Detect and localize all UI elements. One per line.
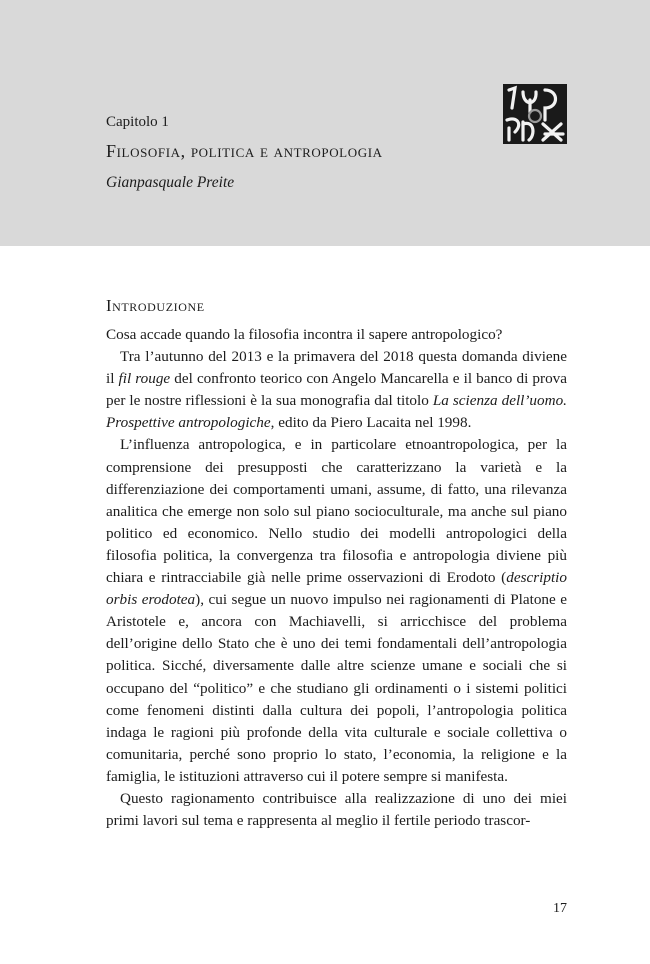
chapter-label: Capitolo 1 — [106, 114, 169, 130]
paragraph-3-text: L’influenza antropologica, e in particolare etnoantropologica, per la comprensione dei presupposti che caratterizzano la varietà e la differenziazione dei comportamenti umani, assume, di fatto, una rilevanza analitica che emerge non solo sul piano socioculturale, ma anche sul piano politico ed economico. Nello studio dei modelli antropologici della filosofia politica, la convergenza tra filosofia e antropologia diviene più chiara e rintracciabile già nelle prime osservazioni di Erodoto ( — [106, 436, 567, 587]
paragraph-2-italic-title: La scienza dell’uomo. Prospettive antropologiche — [106, 392, 567, 432]
paragraph-3-text: ), cui segue un nuovo impulso nei ragionamenti di Platone e Aristotele e, ancora con Machiavelli, si arricchisce del problema dell’origine dello Stato che è uno dei temi fondamentali dell’antropologia politica. Sicché, diversamente dalle altre scienze umane e sociali che si occupano del “politico” e che studiano gli ordinamenti o i sistemi politici come fenomeni distinti dalla cultura dei popoli, l’antropologia politica indaga le ragioni più profonde della vita culturale e sociale collettiva o comunitaria, perché sono proprio lo stato, l’economia, la religione e la famiglia, le istituzioni attraverso cui il potere sempre si manifesta. — [106, 591, 567, 785]
publisher-logo-icon — [503, 84, 567, 144]
section-heading: Introduzione — [106, 296, 205, 315]
paragraph-2-text: Tra l’autunno del 2013 e la primavera del 2018 questa domanda diviene il — [106, 348, 567, 388]
body-text — [106, 324, 567, 832]
chapter-title: Filosofia, politica e antropologia — [106, 141, 383, 161]
paragraph-2-text: del confronto teorico con Angelo Mancarella e il banco di prova per le nostre riflessioni è la sua monografia dal titolo — [106, 370, 567, 410]
page-number: 17 — [553, 901, 567, 916]
paragraph-4: Questo ragionamento contribuisce alla realizzazione di uno dei miei primi lavori sul tema e rappresenta al meglio il fertile periodo trascor- — [106, 789, 567, 830]
paragraph-3-italic-term: descriptio orbis erodotea — [106, 569, 567, 609]
paragraph-2-italic-term: fil rouge — [118, 370, 171, 388]
paragraph-2 — [106, 346, 567, 434]
paragraph-3 — [106, 434, 567, 788]
chapter-author: Gianpasquale Preite — [106, 174, 235, 191]
paragraph-2-text: , edito da Piero Lacaita nel 1998. — [270, 414, 472, 432]
publisher-logo-glyphs-icon — [503, 84, 567, 144]
paragraph-1: Cosa accade quando la filosofia incontra il sapere antropologico? — [106, 326, 503, 343]
